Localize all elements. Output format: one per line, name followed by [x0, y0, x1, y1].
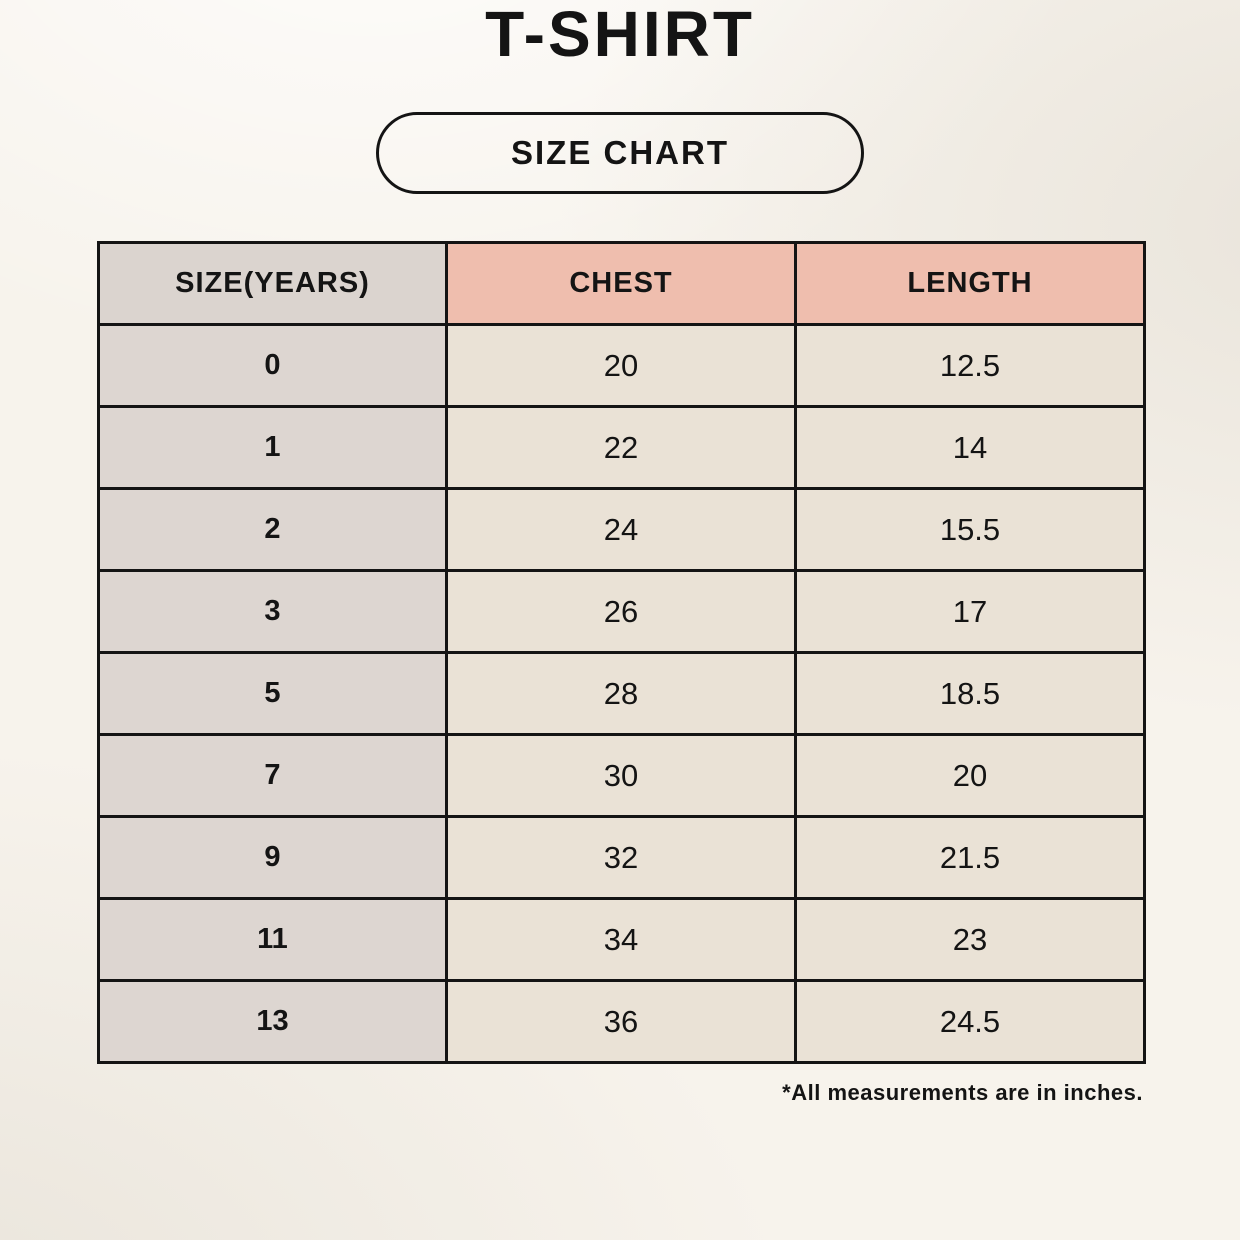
table-row [99, 899, 1145, 981]
cell-size-years: 11 [99, 899, 447, 981]
cell-size-years: 3 [99, 571, 447, 653]
cell-chest: 36 [447, 981, 796, 1063]
cell-chest: 24 [447, 489, 796, 571]
cell-length: 17 [796, 571, 1145, 653]
page-title: T-SHIRT [485, 0, 755, 70]
table-row [99, 407, 1145, 489]
cell-length: 21.5 [796, 817, 1145, 899]
cell-chest: 26 [447, 571, 796, 653]
size-table-body [99, 325, 1145, 1063]
cell-size-years: 13 [99, 981, 447, 1063]
table-row [99, 817, 1145, 899]
cell-length: 24.5 [796, 981, 1145, 1063]
size-table-head [99, 243, 1145, 325]
header-size-years: SIZE(YEARS) [99, 243, 447, 325]
size-table-container [97, 241, 1143, 1064]
cell-length: 12.5 [796, 325, 1145, 407]
cell-length: 14 [796, 407, 1145, 489]
cell-chest: 32 [447, 817, 796, 899]
cell-length: 18.5 [796, 653, 1145, 735]
cell-chest: 34 [447, 899, 796, 981]
size-table [97, 241, 1146, 1064]
cell-size-years: 9 [99, 817, 447, 899]
size-chart-badge [376, 112, 864, 194]
table-row [99, 325, 1145, 407]
size-chart-badge-label: SIZE CHART [511, 134, 729, 171]
header-length: LENGTH [796, 243, 1145, 325]
cell-size-years: 1 [99, 407, 447, 489]
header-chest: CHEST [447, 243, 796, 325]
table-row [99, 571, 1145, 653]
cell-chest: 20 [447, 325, 796, 407]
cell-length: 23 [796, 899, 1145, 981]
table-row [99, 489, 1145, 571]
cell-chest: 22 [447, 407, 796, 489]
cell-chest: 30 [447, 735, 796, 817]
table-row [99, 653, 1145, 735]
cell-chest: 28 [447, 653, 796, 735]
table-row [99, 735, 1145, 817]
cell-size-years: 0 [99, 325, 447, 407]
cell-size-years: 7 [99, 735, 447, 817]
measurements-footnote: *All measurements are in inches. [782, 1080, 1143, 1105]
cell-length: 20 [796, 735, 1145, 817]
cell-size-years: 2 [99, 489, 447, 571]
cell-size-years: 5 [99, 653, 447, 735]
cell-length: 15.5 [796, 489, 1145, 571]
header-row [99, 243, 1145, 325]
table-row [99, 981, 1145, 1063]
